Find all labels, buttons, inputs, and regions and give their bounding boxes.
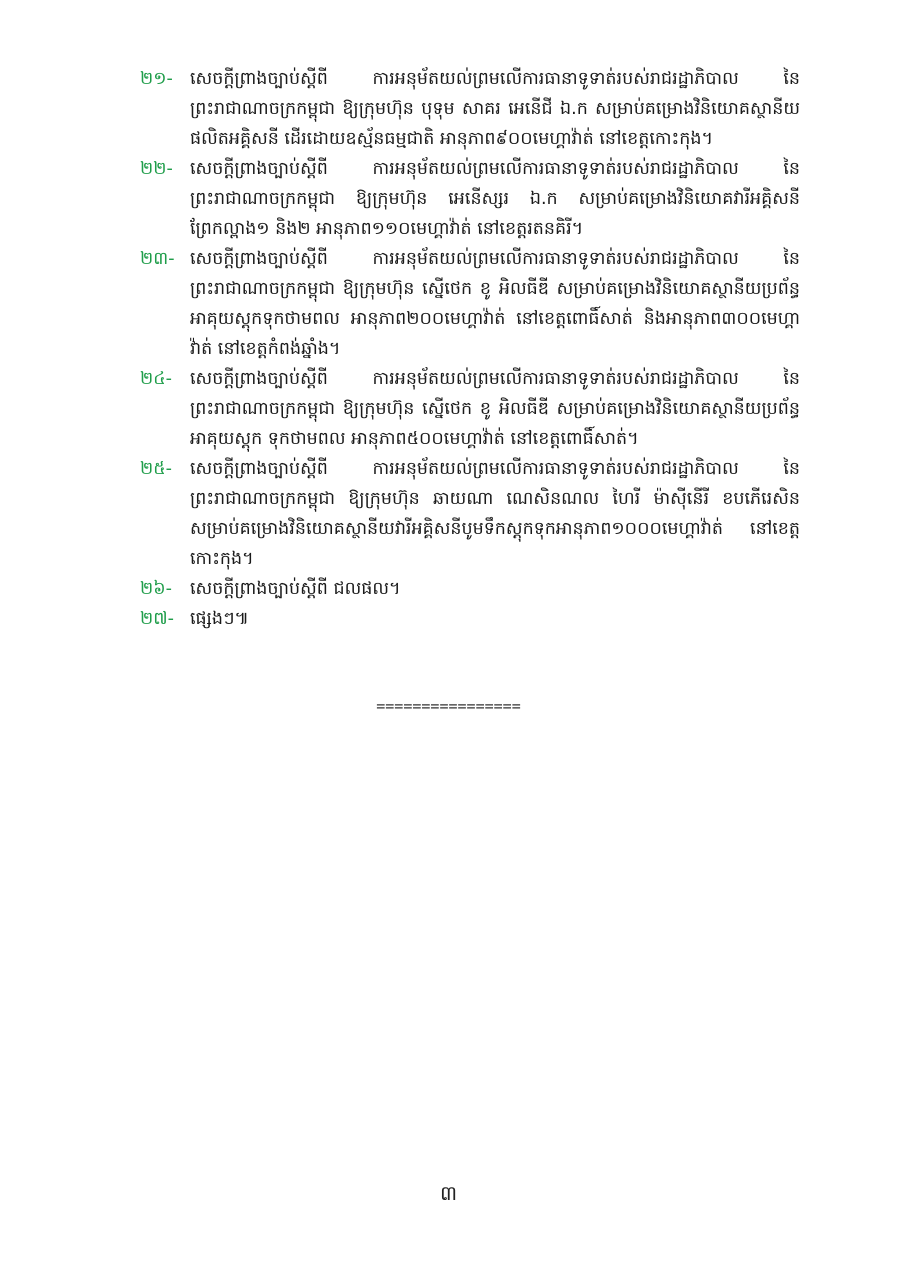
item-number: ២៣- (140, 249, 175, 269)
item-text: សេចក្ដីព្រាងច្បាប់ស្ដីពី ជលផល។ (190, 579, 401, 599)
item-number: ២៧- (140, 609, 174, 629)
item-number: ២២- (140, 159, 173, 179)
page-number: ៣ (439, 1181, 458, 1205)
agenda-item-21 (140, 64, 800, 154)
item-text: ផ្សេងៗ៕ (190, 609, 250, 629)
item-number: ២៥- (140, 459, 172, 479)
item-number: ២៦- (140, 579, 172, 599)
section-divider: ================ (376, 697, 521, 715)
agenda-item-24 (140, 364, 800, 454)
item-number: ២៤- (140, 369, 172, 389)
item-text: សេចក្ដីព្រាងច្បាប់ស្ដីពី ការអនុម័តយល់ព្រមលើការធានាទូទាត់របស់រាជរដ្ឋាភិបាល នៃព្រះរាជាណាចក្រកម្ពុជា ឱ្យក្រុមហ៊ុន ឆាយណា ណេសិនណល ហៃរី ម៉ាស៊ីនើរី ខបភើរេសិន សម្រាប់គម្រោងវិនិយោគស្ថានីយវារីអគ្គិសនីបូមទឹកស្តុកទុកអានុភាព១០០០មេហ្គាវ៉ាត់ នៅខេត្តកោះកុង។ (190, 459, 800, 569)
item-text: សេចក្ដីព្រាងច្បាប់ស្ដីពី ការអនុម័តយល់ព្រមលើការធានាទូទាត់របស់រាជរដ្ឋាភិបាល នៃព្រះរាជាណាចក្រកម្ពុជា ឱ្យក្រុមហ៊ុន បុទុម សាគរ អេនើជី ឯ.ក សម្រាប់គម្រោងវិនិយោគស្ថានីយផលិតអគ្គិសនី ដើរដោយឧស្ម័នធម្មជាតិ អានុភាព៩០០មេហ្គាវ៉ាត់ នៅខេត្តកោះកុង។ (190, 69, 800, 149)
item-text: សេចក្ដីព្រាងច្បាប់ស្ដីពី ការអនុម័តយល់ព្រមលើការធានាទូទាត់របស់រាជរដ្ឋាភិបាល នៃព្រះរាជាណាចក្រកម្ពុជា ឱ្យក្រុមហ៊ុន អេនើស្សរ ឯ.ក សម្រាប់គម្រោងវិនិយោគវារីអគ្គិសនីព្រែកល្ពាង១ និង២ អានុភាព១១០មេហ្គាវ៉ាត់ នៅខេត្តរតនគិរី។ (190, 159, 800, 239)
agenda-item-25 (140, 454, 800, 574)
item-text: សេចក្ដីព្រាងច្បាប់ស្ដីពី ការអនុម័តយល់ព្រមលើការធានាទូទាត់របស់រាជរដ្ឋាភិបាល នៃព្រះរាជាណាចក្រកម្ពុជា ឱ្យក្រុមហ៊ុន ស្នើថេក ខូ អិលធីឌី សម្រាប់គម្រោងវិនិយោគស្ថានីយប្រព័ន្ធអាគុយស្តុកទុកថាមពល អានុភាព២០០មេហ្គាវ៉ាត់ នៅខេត្តពោធិ៍សាត់ និងអានុភាព៣០០មេហ្គាវ៉ាត់ នៅខេត្តកំពង់ឆ្នាំង។ (190, 249, 800, 359)
item-number: ២១- (140, 69, 173, 89)
agenda-item-23 (140, 244, 800, 364)
agenda-item-27 (140, 604, 800, 634)
agenda-list (140, 64, 800, 634)
agenda-item-22 (140, 154, 800, 244)
item-text: សេចក្ដីព្រាងច្បាប់ស្ដីពី ការអនុម័តយល់ព្រមលើការធានាទូទាត់របស់រាជរដ្ឋាភិបាល នៃព្រះរាជាណាចក្រកម្ពុជា ឱ្យក្រុមហ៊ុន ស្នើថេក ខូ អិលធីឌី សម្រាប់គម្រោងវិនិយោគស្ថានីយប្រព័ន្ធអាគុយស្តុក ទុកថាមពល អានុភាព៥០០មេហ្គាវ៉ាត់ នៅខេត្តពោធិ៍សាត់។ (190, 369, 800, 449)
agenda-item-26 (140, 574, 800, 604)
